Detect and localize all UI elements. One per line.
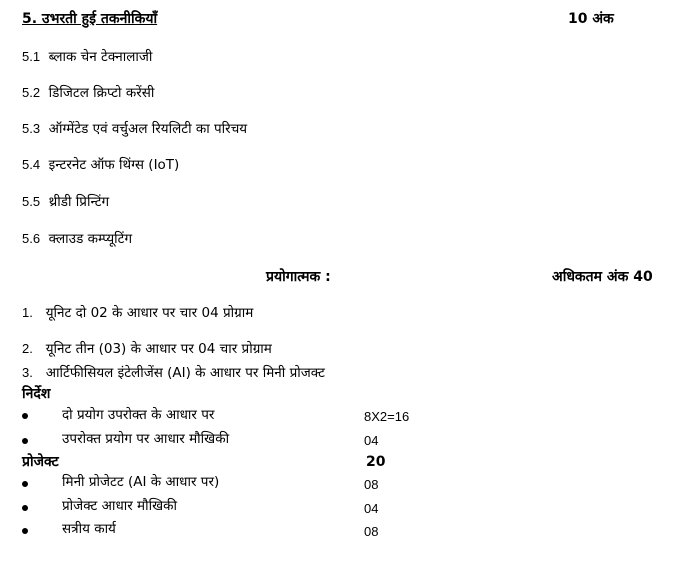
list-item	[22, 158, 179, 173]
list-item	[22, 366, 325, 381]
instruction-marks: 8X2=16	[364, 409, 410, 424]
list-item	[22, 50, 152, 65]
instruction-text: दो प्रयोग उपरोक्त के आधार पर	[62, 407, 215, 423]
item-number: 5.1	[22, 49, 41, 64]
instruction-marks: 04	[364, 433, 379, 448]
practical-title: प्रयोगात्मक :	[266, 269, 331, 285]
list-item	[22, 86, 154, 101]
item-text: ऑग्मेंटेड एवं वर्चुअल रियलिटी का परिचय	[48, 121, 248, 137]
bullet-icon	[22, 438, 28, 444]
instruction-text: उपरोक्त प्रयोग पर आधार मौखिकी	[62, 431, 230, 447]
item-text: थ्रीडी प्रिन्टिंग	[48, 194, 110, 210]
list-item	[22, 122, 247, 137]
item-text: यूनिट तीन (03) के आधार पर 04 चार प्रोग्राम	[45, 341, 272, 357]
item-number: 5.6	[22, 231, 41, 246]
item-text: डिजिटल क्रिप्टो करेंसी	[48, 85, 155, 101]
project-total: 20	[366, 454, 386, 470]
list-item	[22, 195, 109, 210]
item-text: यूनिट दो 02 के आधार पर चार 04 प्रोग्राम	[45, 305, 254, 321]
project-item-text: मिनी प्रोजेटट (AI के आधार पर)	[62, 474, 220, 490]
item-number: 5.2	[22, 85, 41, 100]
item-number: 3.	[22, 365, 33, 380]
project-heading: प्रोजेक्ट	[22, 454, 59, 470]
list-item	[22, 306, 253, 321]
list-item	[22, 342, 272, 357]
project-item-marks: 08	[364, 524, 379, 539]
item-number: 5.3	[22, 121, 41, 136]
project-item-text: सत्रीय कार्य	[62, 521, 116, 537]
item-number: 2.	[22, 341, 33, 356]
item-text: ब्लाक चेन टेक्नालाजी	[48, 49, 153, 65]
item-text: आर्टिफीसियल इंटेलीजेंस (AI) के आधार पर मिनी प्रोजक्ट	[45, 365, 325, 381]
project-item-text: प्रोजेक्ट आधार मौखिकी	[62, 498, 178, 514]
project-item-marks: 08	[364, 477, 379, 492]
item-text: इन्टरनेट ऑफ थिंग्स (IoT)	[48, 157, 180, 173]
item-number: 5.4	[22, 157, 41, 172]
instructions-heading: निर्देश	[22, 386, 51, 402]
section-title: 5. उभरती हुई तकनीकियाँ	[22, 11, 158, 27]
bullet-icon	[22, 505, 28, 511]
item-number: 1.	[22, 305, 33, 320]
item-text: क्लाउड कम्प्यूटिंग	[48, 231, 133, 247]
bullet-icon	[22, 528, 28, 534]
bullet-icon	[22, 413, 28, 419]
project-item-marks: 04	[364, 501, 379, 516]
section-marks: 10 अंक	[568, 11, 614, 27]
practical-max-marks: अधिकतम अंक 40	[552, 269, 653, 285]
item-number: 5.5	[22, 194, 41, 209]
bullet-icon	[22, 481, 28, 487]
list-item	[22, 232, 132, 247]
